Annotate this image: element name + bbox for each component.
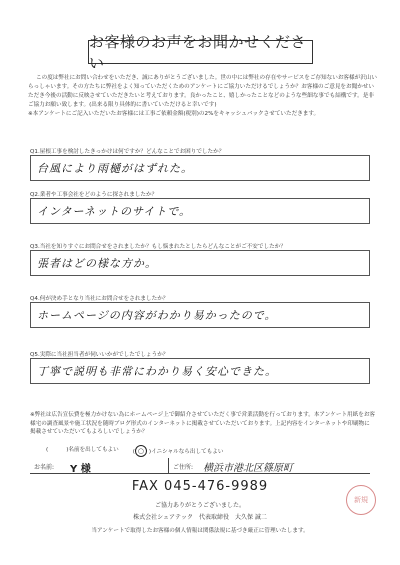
question-1-label: Q1.屋根工事を検討したきっかけは何ですか？どんなことでお困りでしたか？: [30, 149, 225, 155]
question-5-answer[interactable]: 丁寧で説明も非常にわかり易く安心できた。: [30, 358, 370, 384]
selected-circle-mark: ○: [135, 445, 147, 457]
name-label: お名前:: [34, 464, 55, 471]
question-2-label: Q2.業者や工事会社をどのように探されましたか？: [30, 192, 158, 198]
page-title: お客様のお声をお聞かせください: [88, 40, 313, 64]
publication-consent-note: ※弊社は広告宣伝費を極力かけない為にホームページ上で御紹介させていただく事で営業活動を行っております。本アンケート用紙をお客様宅の調査風景や施工状況を随時ブログ形式のインターネットに掲載させていただいております。上記内容をインターネットや印刷物に掲載させていただいてもよろしいでしょうか？: [30, 412, 376, 435]
question-1-answer[interactable]: 台風により雨樋がはずれた。: [30, 155, 370, 181]
intro-text: [28, 74, 378, 119]
question-4-answer[interactable]: ホームページの内容がわかり易かったので。: [30, 302, 370, 328]
consent-option-initial-label: イニシャルなら出してもよい: [151, 449, 224, 455]
thanks-message: ご協力ありがとうございました。: [154, 502, 245, 509]
consent-option-name-label: 名前を出してもよい: [68, 447, 119, 453]
name-value[interactable]: Y 様: [70, 464, 91, 475]
stamp-seal: 新規: [346, 485, 376, 515]
fax-number: FAX 045-476-9989: [131, 479, 269, 494]
consent-option-initial[interactable]: ( ○ )イニシャルなら出してもよい: [132, 447, 224, 455]
customer-info-row: [30, 458, 370, 474]
question-3-label: Q3.当社を知りすぐにお問合せをされましたか？もし悩まれたとしたらどんなことがご不安でしたか？: [30, 244, 286, 250]
address-label: ご住所:: [173, 464, 194, 471]
question-4-label: Q4.何が決め手となり当社にお問合せをされましたか？: [30, 296, 169, 302]
consent-option-name[interactable]: ( )名前を出してもよい: [46, 447, 119, 453]
address-value[interactable]: 横浜市港北区篠原町: [203, 463, 294, 474]
question-2-answer[interactable]: インターネットのサイトで。: [30, 198, 370, 224]
intro-paragraph: この度は弊社にお問い合わせをいただき、誠にありがとうございました。世の中には弊社の存在やサービスをご存知ないお客様が沢山いらっしゃいます。その方たちに弊社をよく知っていただくためのアンケートにご協力いただけるでしょうか？お客様のご意見をお聞かせいただき今後の活動に反映させていただきたいと考えております。良かったこと、嬉しかったことなどのような些細な事でも結構です。是非ご協力お願い致します。(出来る限り具体的に書いていただけると幸いです): [28, 75, 377, 108]
privacy-footer: 当アンケートで取得したお客様の個人情報は関係法規に基づき厳正に管理いたします。: [91, 528, 309, 534]
question-5-label: Q5.実際に当社担当者が伺いいかがでしたでしょうか？: [30, 352, 169, 358]
company-signature: 株式会社シェアテック 代表取締役 大久保 誠二: [133, 514, 267, 521]
question-3-answer[interactable]: 張者はどの様な方か。: [30, 250, 370, 276]
consent-options: [46, 445, 224, 457]
cashback-note: ※本アンケートにご記入いただいたお客様には工事ご依頼金額(税別)の2%をキャッシュバックさせていただきます。: [28, 111, 320, 117]
